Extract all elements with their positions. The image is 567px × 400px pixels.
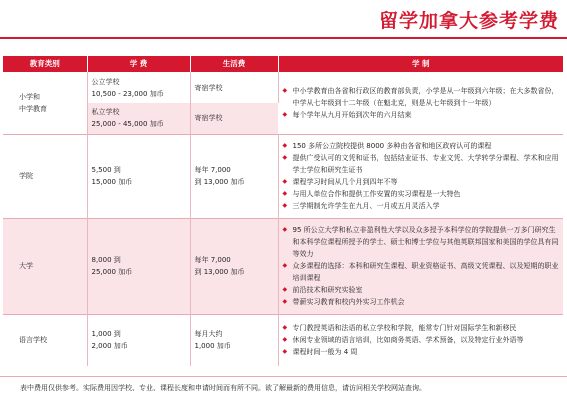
living-language-line1: 每月大约 (194, 330, 223, 339)
category-k12 (3, 72, 87, 134)
list-item: ◆ 前沿技术和研究实验室 (283, 284, 560, 296)
table-row-language (3, 314, 563, 366)
tuition-college (87, 134, 190, 218)
list-item: ◆ 150 多所公立院校提供 8000 多种由各省和地区政府认可的课程 (283, 140, 560, 152)
category-university: 大学 (3, 218, 87, 314)
system-university-list (283, 224, 560, 308)
table-row-university (3, 218, 563, 314)
tuition-k12-private-type: 私立学校 (91, 108, 120, 117)
title-divider (0, 37, 567, 39)
list-item: ◆ 带薪实习教育和校内外实习工作机会 (283, 296, 560, 308)
tuition-language-line2: 2,000 加币 (91, 342, 128, 351)
list-item: ◆ 课程学习时间从几个月到四年不等 (283, 176, 560, 188)
category-language: 语言学校 (3, 314, 87, 366)
tuition-university-line1: 8,000 到 (91, 256, 121, 264)
list-item: ◆ 众多课程的选择：本科和研究生课程、职业资格证书、高级文凭课程、以及短期的职业培训课程 (283, 260, 560, 284)
page-title: 留学加拿大参考学费 (378, 10, 559, 32)
list-item: ◆ 提供广受认可的文凭和证书，包括结业证书、专业文凭、大学转学分课程、学术和应用学士学位和研究生证书 (283, 152, 560, 176)
system-k12-list (283, 85, 560, 121)
living-k12-private-text: 寄宿学校 (194, 114, 223, 123)
system-k12 (278, 72, 563, 134)
list-item: ◆ 中小学教育由各省和行政区的教育部负责，小学是从一年级到六年级；在大多数省份，中学从七年级到十二年级（在魁北克，则是从七年级到十一年级） (283, 85, 560, 109)
list-item: ◆ 与用人单位合作和提供工作安置的实习课程是一大特色 (283, 188, 560, 200)
table-row-k12-public (3, 72, 563, 103)
list-item: ◆ 95 所公立大学和私立非盈利性大学以及众多授予本科学位的学院提供一万多门研究生和本科学位课程所授予的学士、硕士和博士学位与其他英联邦国家和美国的学位具有同等效力 (283, 224, 560, 260)
category-k12-line1: 小学和 (19, 92, 40, 101)
footnote: 表中费用仅供参考。实际费用因学校、专业、课程长度和申请时间而有所不同。欲了解最新的费用信息，请访问相关学校网站查询。 (0, 376, 567, 400)
category-college: 学院 (3, 134, 87, 218)
list-item: ◆ 专门教授英语和法语的私立学校和学院，能常专门针对国际学生和新移民 (283, 322, 560, 334)
table-row-college (3, 134, 563, 218)
table-header-row (3, 56, 563, 72)
living-k12-public-text: 寄宿学校 (194, 83, 223, 92)
tuition-k12-public (87, 72, 190, 103)
living-university-line1: 每年 7,000 (194, 256, 231, 264)
list-item: ◆ 课程时间一般为 4 周 (283, 346, 560, 358)
living-language (190, 314, 278, 366)
header-tuition: 学 费 (87, 56, 190, 72)
tuition-k12-private-range: 25,000 - 45,000 加币 (91, 120, 164, 129)
tuition-k12-private (87, 103, 190, 134)
tuition-university (87, 218, 190, 314)
system-language-list (283, 322, 560, 358)
living-college-line2: 到 13,000 加币 (194, 178, 245, 186)
header-living: 生活费 (190, 56, 278, 72)
tuition-university-line2: 25,000 加币 (91, 268, 133, 276)
living-university (190, 218, 278, 314)
tuition-college-line2: 15,000 加币 (91, 178, 133, 186)
system-language (278, 314, 563, 366)
list-item: ◆ 休闲专业领域的语言培训，比如商务英语、学术预备，以及特定行业外语等 (283, 334, 560, 346)
tuition-language-line1: 1,000 到 (91, 330, 121, 339)
header-system: 学 制 (278, 56, 563, 72)
category-k12-line2: 中学教育 (19, 104, 47, 113)
living-k12-public (190, 72, 278, 103)
tuition-language (87, 314, 190, 366)
list-item: ◆ 三学期制允许学生在九月、一月或五月灵活入学 (283, 200, 560, 212)
living-language-line2: 1,000 加币 (194, 342, 231, 351)
living-k12-private (190, 103, 278, 134)
list-item: ◆ 每个学年从九月开始到次年的六月结束 (283, 109, 560, 121)
system-college-list (283, 140, 560, 212)
living-college (190, 134, 278, 218)
tuition-k12-public-range: 10,500 - 23,000 加币 (91, 89, 164, 98)
header-category: 教育类别 (3, 56, 87, 72)
living-college-line1: 每年 7,000 (194, 166, 231, 174)
living-university-line2: 到 13,000 加币 (194, 268, 245, 276)
tuition-college-line1: 5,500 到 (91, 166, 121, 174)
fees-table (3, 56, 563, 366)
tuition-k12-public-type: 公立学校 (91, 77, 120, 86)
system-university (278, 218, 563, 314)
system-college (278, 134, 563, 218)
